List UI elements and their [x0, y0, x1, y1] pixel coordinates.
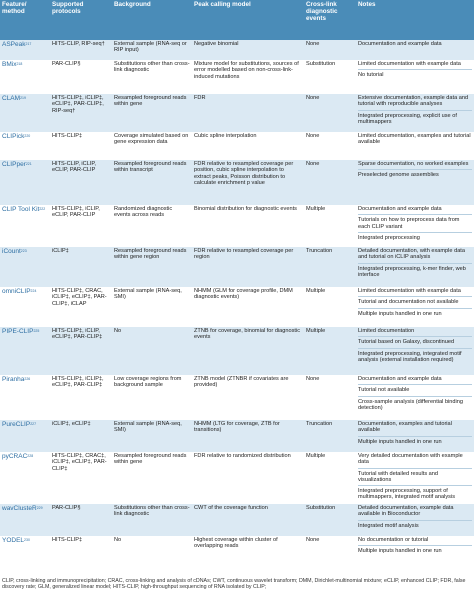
- note-item: Detailed documentation, example data available in Bioconductor: [358, 505, 472, 521]
- table-row: [0, 504, 474, 536]
- method-reference: 219: [20, 96, 26, 100]
- cross-link-events-cell: Multiple: [304, 327, 356, 375]
- method-reference: 229: [36, 506, 43, 510]
- note-item: No tutorial: [358, 72, 384, 79]
- header-cross-link-events: Cross-link diagnostic events: [304, 0, 356, 40]
- note-item: Tutorial based on Galaxy, discontinued: [358, 339, 472, 348]
- cross-link-events-cell: Multiple: [304, 287, 356, 327]
- notes-cell: [356, 160, 474, 205]
- peak-calling-model-cell: Highest coverage within cluster of overlapping reads: [192, 536, 304, 558]
- table-row: [0, 160, 474, 205]
- note-item: Limited documentation: [358, 328, 472, 337]
- notes-cell: [356, 60, 474, 94]
- note-item: Multiple inputs handled in one run: [358, 310, 442, 317]
- note-item: Documentation, examples and tutorial available: [358, 421, 472, 437]
- supported-protocols-cell: HITS-CLIP, iCLIP, eCLIP, PAR-CLIP: [50, 160, 112, 205]
- notes-cell: [356, 536, 474, 558]
- notes-cell: [356, 504, 474, 536]
- notes-cell: [356, 247, 474, 287]
- background-cell: Low coverage regions from background sample: [112, 375, 192, 420]
- table-row: [0, 40, 474, 60]
- note-item: Integrated preprocessing, support of multimappers, integrated motif analysis: [358, 488, 456, 501]
- note-item: Limited documentation with example data: [358, 61, 472, 70]
- table-footnote: CLIP, cross-linking and immunoprecipitation; CRAC, cross-linking and analysis of cDNAs; CWT, continuous wavelet transform; DMM, Dirichlet-multinomial mixture; eCLIP, enhanced CLIP; FDR, false discovery rate; GLM, generalized linear model; HITS-CLIP, high-throughput sequencing of RNA isolated by CLIP;: [2, 578, 466, 591]
- supported-protocols-cell: HITS-CLIP‡, iCLIP, eCLIP‡, PAR-CLIP‡: [50, 327, 112, 375]
- header-notes: Notes: [356, 0, 474, 40]
- background-cell: Substitutions other than cross-link diagnostic: [112, 504, 192, 536]
- method-name: [0, 536, 50, 558]
- background-cell: External sample (RNA-seq, SMI): [112, 287, 192, 327]
- method-name: [0, 94, 50, 132]
- table-row: [0, 287, 474, 327]
- notes-cell: [356, 94, 474, 132]
- table-header: [0, 0, 474, 40]
- method-name: [0, 504, 50, 536]
- method-reference: 230: [24, 538, 30, 542]
- peak-calling-model-cell: NHMM (LTG for coverage, ZTB for transitions): [192, 420, 304, 452]
- method-name: [0, 60, 50, 94]
- method-name-text: iCount: [2, 248, 21, 255]
- method-name: [0, 40, 50, 60]
- method-reference: 222: [39, 207, 46, 211]
- background-cell: External sample (RNA-seq, SMI): [112, 420, 192, 452]
- method-reference: 225: [33, 329, 40, 333]
- table-row: [0, 375, 474, 420]
- note-item: Very detailed documentation with example data: [358, 453, 472, 469]
- cross-link-events-cell: Truncation: [304, 420, 356, 452]
- method-name-text: pyCRAC: [2, 453, 28, 460]
- supported-protocols-cell: HITS-CLIP‡: [50, 536, 112, 558]
- note-item: Limited documentation, examples and tutorial available: [358, 133, 471, 146]
- notes-cell: [356, 420, 474, 452]
- method-name-text: ASPeak: [2, 41, 26, 48]
- note-item: Integrated motif analysis: [358, 522, 419, 529]
- method-name-text: YODEL: [2, 537, 25, 544]
- method-reference: 226: [24, 377, 31, 381]
- note-item: Documentation and example data: [358, 206, 472, 215]
- cross-link-events-cell: Truncation: [304, 247, 356, 287]
- note-item: Sparse documentation, no worked examples: [358, 161, 472, 170]
- method-reference: 221: [25, 162, 32, 166]
- header-feature-method: Feature/ method: [0, 0, 50, 40]
- peak-calling-model-cell: FDR relative to resampled coverage per position, cubic spline interpolation to extract peaks, Poisson distribution to calculate enrichment p value: [192, 160, 304, 205]
- notes-cell: [356, 205, 474, 247]
- background-cell: No: [112, 536, 192, 558]
- notes-cell: [356, 40, 474, 60]
- peak-calling-model-cell: Binomial distribution for diagnostic events: [192, 205, 304, 247]
- method-reference: 228: [27, 454, 34, 458]
- note-item: Tutorial and documentation not available: [358, 299, 472, 308]
- table-row: [0, 327, 474, 375]
- method-name-text: Piranha: [2, 376, 25, 383]
- note-item: Preselected genome assemblies: [358, 172, 439, 179]
- cross-link-events-cell: None: [304, 132, 356, 160]
- table-row: [0, 452, 474, 504]
- method-name: [0, 327, 50, 375]
- method-name-text: omniCLIP: [2, 288, 31, 295]
- method-name: [0, 205, 50, 247]
- background-cell: External sample (RNA-seq or RIP input): [112, 40, 192, 60]
- table-row: [0, 132, 474, 160]
- note-item: Documentation and example data: [358, 376, 472, 385]
- background-cell: Resampled foreground reads within gene: [112, 94, 192, 132]
- note-item: Extensive documentation, example data and tutorial with reproducible analyses: [358, 95, 472, 111]
- method-name: [0, 375, 50, 420]
- cross-link-events-cell: None: [304, 375, 356, 420]
- header-background: Background: [112, 0, 192, 40]
- peak-calling-model-cell: FDR relative to resampled coverage per region: [192, 247, 304, 287]
- background-cell: No: [112, 327, 192, 375]
- method-name-text: CLIPick: [2, 133, 25, 140]
- note-item: Integrated preprocessing, integrated motif analysis (external installation required): [358, 350, 462, 363]
- cross-link-events-cell: None: [304, 94, 356, 132]
- supported-protocols-cell: HITS-CLIP‡, CRAC, iCLIP‡, eCLIP‡, PAR-CLIP‡, iCLAP: [50, 287, 112, 327]
- peak-calling-model-cell: FDR relative to randomized distribution: [192, 452, 304, 504]
- peak-calling-model-cell: NHMM (GLM for coverage profile, DMM diagnostic events): [192, 287, 304, 327]
- method-name-text: CLAM: [2, 95, 21, 102]
- notes-cell: [356, 327, 474, 375]
- supported-protocols-cell: PAR-CLIP§: [50, 504, 112, 536]
- cross-link-events-cell: Multiple: [304, 452, 356, 504]
- method-name: [0, 132, 50, 160]
- notes-cell: [356, 132, 474, 160]
- method-reference: 220: [24, 134, 31, 138]
- note-item: Tutorial with detailed results and visualizations: [358, 471, 472, 487]
- note-item: Multiple inputs handled in one run: [358, 438, 442, 445]
- table-body: [0, 40, 474, 558]
- notes-cell: [356, 452, 474, 504]
- note-item: Tutorials on how to preprocess data from each CLIP variant: [358, 217, 472, 233]
- table-row: [0, 247, 474, 287]
- note-item: Tutorial not available: [358, 387, 472, 396]
- background-cell: Resampled foreground reads within gene: [112, 452, 192, 504]
- method-reference: 218: [16, 62, 23, 66]
- background-cell: Randomized diagnostic events across reads: [112, 205, 192, 247]
- cross-link-events-cell: Substitution: [304, 60, 356, 94]
- peak-calling-model-cell: ZTNB model (ZTNBR if covariates are provided): [192, 375, 304, 420]
- background-cell: Resampled foreground reads within gene region: [112, 247, 192, 287]
- note-item: No documentation or tutorial: [358, 537, 472, 546]
- method-name: [0, 160, 50, 205]
- notes-cell: [356, 287, 474, 327]
- method-name-text: PureCLIP: [2, 421, 31, 428]
- background-cell: Substitutions other than cross-link diagnostic: [112, 60, 192, 94]
- supported-protocols-cell: HITS-CLIP‡, iCLIP, eCLIP, PAR-CLIP: [50, 205, 112, 247]
- method-name: [0, 452, 50, 504]
- method-name: [0, 247, 50, 287]
- supported-protocols-cell: HITS-CLIP‡, iCLIP‡, eCLIP‡, PAR-CLIP‡: [50, 375, 112, 420]
- table-row: [0, 536, 474, 558]
- header-row: [0, 0, 474, 40]
- method-name: [0, 420, 50, 452]
- cross-link-events-cell: None: [304, 160, 356, 205]
- table-row: [0, 94, 474, 132]
- notes-cell: [356, 375, 474, 420]
- note-item: Limited documentation with example data: [358, 288, 472, 297]
- peak-calling-model-cell: Mixture model for substitutions, sources of error modelled based on non-cross-link-induced mutations: [192, 60, 304, 94]
- table-row: [0, 205, 474, 247]
- peak-calling-model-cell: Negative binomial: [192, 40, 304, 60]
- note-item: Documentation and example data: [358, 41, 442, 47]
- supported-protocols-cell: HITS-CLIP‡: [50, 132, 112, 160]
- supported-protocols-cell: iCLIP‡: [50, 247, 112, 287]
- note-item: Integrated preprocessing: [358, 234, 420, 241]
- supported-protocols-cell: PAR-CLIP§: [50, 60, 112, 94]
- header-peak-calling-model: Peak calling model: [192, 0, 304, 40]
- method-name-text: BMix: [2, 61, 17, 68]
- peak-calling-model-cell: ZTNB for coverage, binomial for diagnostic events: [192, 327, 304, 375]
- background-cell: Coverage simulated based on gene expression data: [112, 132, 192, 160]
- method-reference: 227: [30, 422, 37, 426]
- peak-calling-model-cell: Cubic spline interpolation: [192, 132, 304, 160]
- background-cell: Resampled foreground reads within transcript: [112, 160, 192, 205]
- note-item: Integrated preprocessing, explicit use of multimappers: [358, 112, 457, 125]
- note-item: Multiple inputs handled in one run: [358, 548, 442, 555]
- method-reference: 217: [25, 42, 32, 46]
- table-row: [0, 420, 474, 452]
- method-name: [0, 287, 50, 327]
- header-supported-protocols: Supported protocols: [50, 0, 112, 40]
- supported-protocols-cell: iCLIP‡, eCLIP‡: [50, 420, 112, 452]
- method-name-text: CLIP Tool Kit: [2, 206, 40, 213]
- cross-link-events-cell: None: [304, 40, 356, 60]
- table-row: [0, 60, 474, 94]
- method-reference: 224: [30, 289, 37, 293]
- cross-link-events-cell: None: [304, 536, 356, 558]
- supported-protocols-cell: HITS-CLIP, RIP-seq†: [50, 40, 112, 60]
- cross-link-events-cell: Substitution: [304, 504, 356, 536]
- note-item: Detailed documentation, with example data and tutorial on iCLIP analysis: [358, 248, 472, 264]
- supported-protocols-cell: HITS-CLIP‡, iCLIP‡, eCLIP‡, PAR-CLIP‡, RIP-seq†: [50, 94, 112, 132]
- method-reference: 223: [20, 249, 27, 253]
- note-item: Integrated preprocessing, k-mer finder, web interface: [358, 265, 466, 278]
- peak-calling-model-cell: FDR: [192, 94, 304, 132]
- peak-calling-model-cell: CWT of the coverage function: [192, 504, 304, 536]
- method-name-text: wavClusteR: [2, 505, 37, 512]
- note-item: Cross-sample analysis (differential binding detection): [358, 398, 463, 411]
- method-name-text: CLIPper: [2, 161, 26, 168]
- method-name-text: PIPE-CLIP: [2, 328, 34, 335]
- supported-protocols-cell: HITS-CLIP‡, CRAC‡, iCLIP‡, eCLIP‡, PAR-CLIP‡: [50, 452, 112, 504]
- cross-link-events-cell: Multiple: [304, 205, 356, 247]
